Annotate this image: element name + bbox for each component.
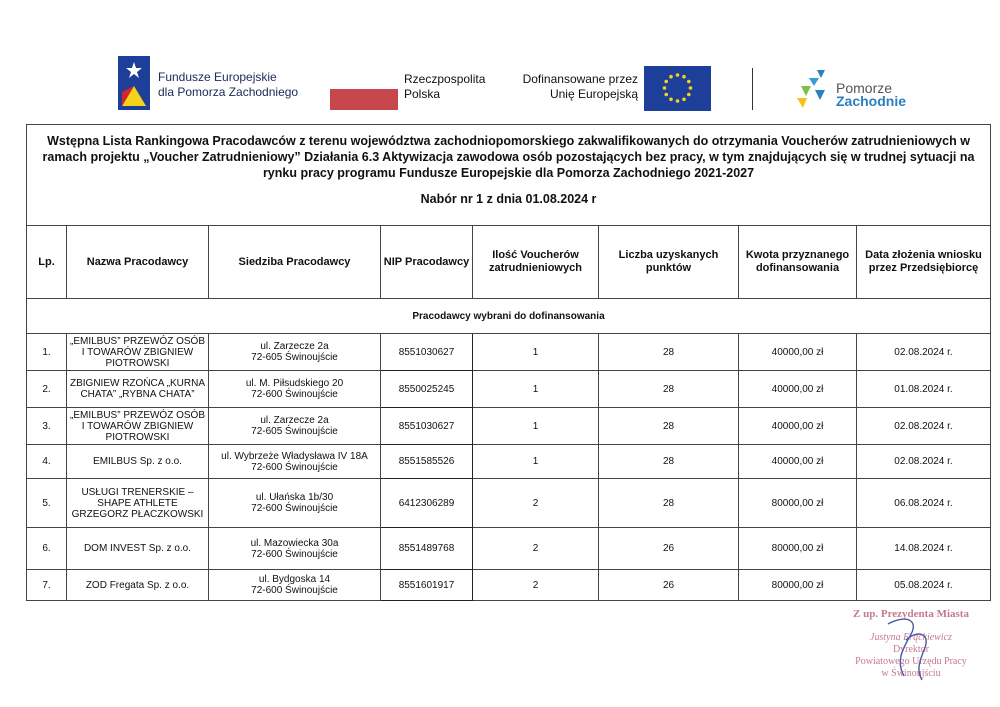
cell-date: 02.08.2024 r. bbox=[857, 334, 991, 371]
cell-nip: 8551601917 bbox=[381, 570, 473, 601]
stamp-line-1: Z up. Prezydenta Miasta bbox=[853, 608, 969, 620]
cell-date: 14.08.2024 r. bbox=[857, 528, 991, 570]
logo-bar bbox=[0, 0, 1000, 120]
eu-flag-icon bbox=[644, 66, 711, 111]
cell-lp: 3. bbox=[27, 408, 67, 445]
table-row bbox=[27, 334, 991, 371]
logo-separator bbox=[752, 68, 753, 110]
cell-vouchers: 1 bbox=[473, 371, 599, 408]
col-date: Data złożenia wniosku przez Przedsiębiorcę bbox=[857, 226, 991, 299]
fe-program-name: Fundusze Europejskie dla Pomorza Zachodniego bbox=[158, 70, 299, 99]
cell-name: ZOD Fregata Sp. z o.o. bbox=[67, 570, 209, 601]
cell-points: 28 bbox=[599, 445, 739, 479]
table-row bbox=[27, 570, 991, 601]
section-row bbox=[27, 299, 991, 334]
col-amount: Kwota przyznanego dofinansowania bbox=[739, 226, 857, 299]
nabor-label: Nabór nr 1 z dnia 01.08.2024 r bbox=[420, 192, 597, 206]
cell-address: ul. Zarzecze 2a 72-605 Świnoujście bbox=[209, 408, 381, 445]
cell-amount: 40000,00 zł bbox=[739, 334, 857, 371]
table-title: Wstępna Lista Rankingowa Pracodawców z terenu województwa zachodniopomorskiego zakwalifikowanych do otrzymania Voucherów zatrudnieniowych w ramach projektu „Voucher Zatrudnieniowy” Działania 6.3 Aktywizacja zawodowa osób pozostających bez pracy, w tym znajdujących się w trudnej sytuacji na rynku pracy programu Fundusze Europejskie dla Pomorza Zachodniego 2021-2027 bbox=[42, 134, 975, 180]
ranking-table bbox=[26, 124, 991, 601]
cell-vouchers: 2 bbox=[473, 479, 599, 528]
stamp-line-3: Dyrektor bbox=[892, 644, 930, 655]
cell-name: „EMILBUS” PRZEWÓZ OSÓB I TOWARÓW ZBIGNIEW PIOTROWSKI bbox=[67, 408, 209, 445]
cell-nip: 8551030627 bbox=[381, 334, 473, 371]
cell-vouchers: 2 bbox=[473, 570, 599, 601]
col-vouchers: Ilość Voucherów zatrudnieniowych bbox=[473, 226, 599, 299]
cell-date: 05.08.2024 r. bbox=[857, 570, 991, 601]
handwritten-signature bbox=[876, 610, 946, 684]
cell-name: USŁUGI TRENERSKIE – SHAPE ATHLETE GRZEGORZ PŁACZKOWSKI bbox=[67, 479, 209, 528]
table-row bbox=[27, 479, 991, 528]
cell-lp: 2. bbox=[27, 371, 67, 408]
cell-amount: 80000,00 zł bbox=[739, 528, 857, 570]
table-row bbox=[27, 528, 991, 570]
cell-date: 06.08.2024 r. bbox=[857, 479, 991, 528]
cell-points: 28 bbox=[599, 479, 739, 528]
cell-address: ul. Zarzecze 2a 72-605 Świnoujście bbox=[209, 334, 381, 371]
fundusze-europejskie-logo bbox=[118, 56, 150, 110]
cell-vouchers: 1 bbox=[473, 408, 599, 445]
poland-flag bbox=[330, 68, 398, 110]
pz-bottom-text: Zachodnie bbox=[836, 93, 907, 109]
approval-stamp bbox=[836, 608, 986, 688]
cell-name: ZBIGNIEW RZOŃCA „KURNA CHATA” „RYBNA CHATA” bbox=[67, 371, 209, 408]
cell-lp: 6. bbox=[27, 528, 67, 570]
pz-top-text: Pomorze bbox=[836, 80, 893, 96]
table-row bbox=[27, 445, 991, 479]
cell-points: 28 bbox=[599, 334, 739, 371]
cell-points: 26 bbox=[599, 570, 739, 601]
cell-vouchers: 2 bbox=[473, 528, 599, 570]
pomorze-zachodnie-label bbox=[836, 82, 906, 108]
cell-lp: 5. bbox=[27, 479, 67, 528]
cell-date: 02.08.2024 r. bbox=[857, 445, 991, 479]
header-row bbox=[27, 226, 991, 299]
table-row bbox=[27, 408, 991, 445]
cell-name: „EMILBUS” PRZEWÓZ OSÓB I TOWARÓW ZBIGNIEW PIOTROWSKI bbox=[67, 334, 209, 371]
section-label: Pracodawcy wybrani do dofinansowania bbox=[27, 299, 991, 334]
col-nip: NIP Pracodawcy bbox=[381, 226, 473, 299]
stamp-line-4: Powiatowego Urzędu Pracy bbox=[855, 656, 967, 667]
table-row bbox=[27, 371, 991, 408]
cell-nip: 8550025245 bbox=[381, 371, 473, 408]
cell-name: EMILBUS Sp. z o.o. bbox=[67, 445, 209, 479]
cell-nip: 6412306289 bbox=[381, 479, 473, 528]
cell-vouchers: 1 bbox=[473, 334, 599, 371]
col-name: Nazwa Pracodawcy bbox=[67, 226, 209, 299]
col-points: Liczba uzyskanych punktów bbox=[599, 226, 739, 299]
pomorze-zachodnie-logo bbox=[795, 68, 835, 112]
cell-points: 28 bbox=[599, 408, 739, 445]
cell-address: ul. Mazowiecka 30a 72-600 Świnoujście bbox=[209, 528, 381, 570]
cell-lp: 7. bbox=[27, 570, 67, 601]
cell-address: ul. M. Piłsudskiego 20 72-600 Świnoujście bbox=[209, 371, 381, 408]
cell-name: DOM INVEST Sp. z o.o. bbox=[67, 528, 209, 570]
cell-address: ul. Ułańska 1b/30 72-600 Świnoujście bbox=[209, 479, 381, 528]
cell-amount: 40000,00 zł bbox=[739, 371, 857, 408]
cell-address: ul. Wybrzeże Władysława IV 18A 72-600 Świnoujście bbox=[209, 445, 381, 479]
cell-lp: 1. bbox=[27, 334, 67, 371]
cell-amount: 40000,00 zł bbox=[739, 445, 857, 479]
cell-nip: 8551585526 bbox=[381, 445, 473, 479]
cell-nip: 8551030627 bbox=[381, 408, 473, 445]
cell-address: ul. Bydgoska 14 72-600 Świnoujście bbox=[209, 570, 381, 601]
cell-nip: 8551489768 bbox=[381, 528, 473, 570]
cell-points: 28 bbox=[599, 371, 739, 408]
cell-lp: 4. bbox=[27, 445, 67, 479]
col-lp: Lp. bbox=[27, 226, 67, 299]
stamp-line-5: w Świnoujściu bbox=[881, 668, 941, 679]
cell-points: 26 bbox=[599, 528, 739, 570]
table-title-cell bbox=[27, 125, 991, 226]
stamp-line-2: Justyna Frąckiewicz bbox=[870, 632, 952, 643]
cell-date: 01.08.2024 r. bbox=[857, 371, 991, 408]
cell-amount: 40000,00 zł bbox=[739, 408, 857, 445]
cell-amount: 80000,00 zł bbox=[739, 479, 857, 528]
cell-amount: 80000,00 zł bbox=[739, 570, 857, 601]
cell-date: 02.08.2024 r. bbox=[857, 408, 991, 445]
col-address: Siedziba Pracodawcy bbox=[209, 226, 381, 299]
cell-vouchers: 1 bbox=[473, 445, 599, 479]
eu-label: Dofinansowane przez Unię Europejską bbox=[522, 72, 638, 101]
rp-label: Rzeczpospolita Polska bbox=[404, 72, 486, 101]
